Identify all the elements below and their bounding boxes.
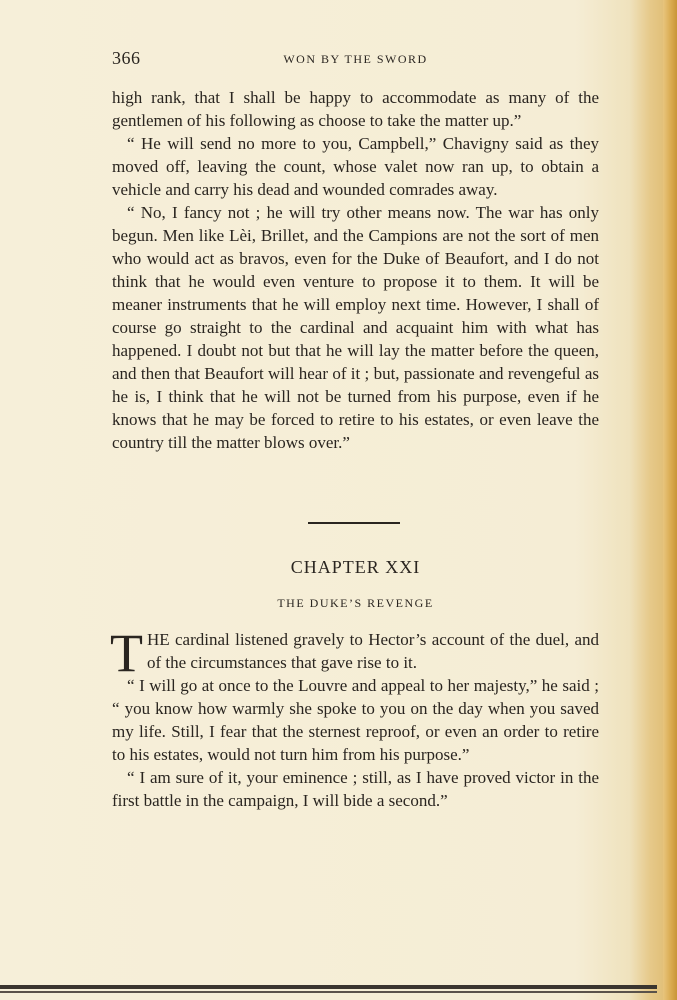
- section-separator-rule: [308, 522, 400, 524]
- chapter-text-block: [110, 623, 599, 812]
- paragraph: “ He will send no more to you, Campbell,” Chavigny said as they moved off, leaving the count, whose valet now ran up, to obtain a vehicle and carry his dead and wounded comrades away.: [112, 134, 599, 199]
- paragraph-continued: high rank, that I shall be happy to accommodate as many of the gentlemen of his following as choose to take the matter up.”: [112, 88, 599, 130]
- chapter-heading: CHAPTER XXI: [290, 557, 421, 577]
- opening-paragraph-text: HE cardinal listened gravely to Hector’s account of the duel, and of the circumstances that gave rise to it.: [147, 630, 599, 672]
- opening-paragraph: [110, 623, 599, 683]
- running-title: WON BY THE SWORD: [283, 52, 428, 66]
- paragraph: “ I will go at once to the Louvre and appeal to her majesty,” he said ; “ you know how warmly she spoke to you on the day when you saved my life. Still, I fear that the sternest reproof, or even an order to retire to his estates, would not turn him from his purpose.”: [112, 676, 599, 764]
- paragraph: “ I am sure of it, your eminence ; still, as I have proved victor in the first battle in the campaign, I will bide a second.”: [112, 768, 599, 810]
- page-edge-strip: [663, 0, 677, 1000]
- bottom-border-rule: [0, 985, 657, 989]
- chapter-subtitle: THE DUKE’S REVENGE: [277, 596, 434, 610]
- bottom-border-rule-thin: [0, 991, 657, 993]
- page-header: [112, 48, 599, 72]
- drop-cap: T: [110, 623, 143, 683]
- paragraph: “ No, I fancy not ; he will try other means now. The war has only begun. Men like Lèi, Brillet, and the Campions are not the sort of men who would act as bravos, even for the Duke of Beaufort, and I do not think that he would even venture to propose it to them. It will be meaner instruments that he will employ next time. However, I shall of course go straight to the cardinal and acquaint him with what has happened. I doubt not but that he will lay the matter before the queen, and then that Beaufort will hear of it ; but, passionate and revengeful as he is, I think that he will not be turned from his purpose, even if he knows that he may be forced to retire to his estates, or even leave the country till the matter blows over.”: [112, 203, 599, 452]
- page-number: 366: [112, 48, 141, 68]
- text-block-before-chapter: [112, 86, 599, 454]
